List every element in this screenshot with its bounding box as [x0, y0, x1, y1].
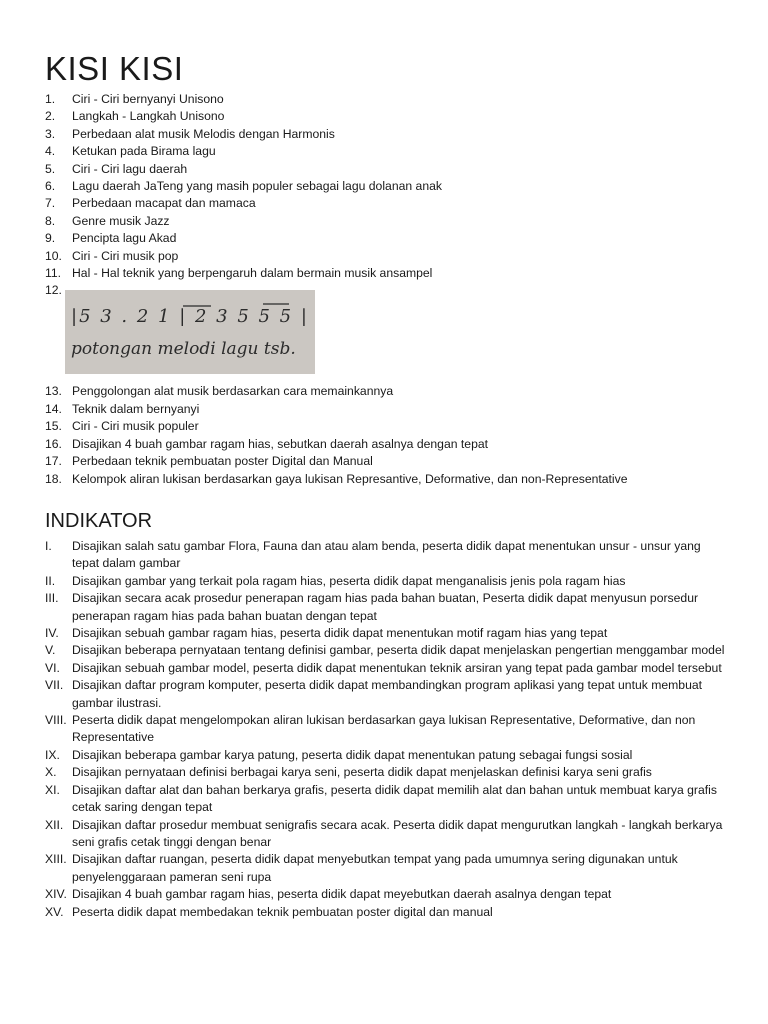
kisi-item: [0, 436, 728, 453]
indikator-item-text: Peserta didik dapat mengelompokan aliran lukisan berdasarkan gaya lukisan Representative, Deformative, dan non Representative: [72, 713, 696, 745]
kisi-item-number: 7.: [45, 196, 56, 211]
indikator-item-number: VII.: [45, 678, 64, 693]
indikator-item-text: Disajikan beberapa gambar karya patung, peserta didik dapat menentukan patung sebagai fungsi sosial: [72, 747, 633, 762]
kisi-item-text: Disajikan 4 buah gambar ragam hias, sebutkan daerah asalnya dengan tepat: [72, 436, 489, 451]
kisi-item: [0, 108, 728, 125]
kisi-item: [0, 178, 728, 195]
indikator-item-number: II.: [45, 573, 56, 588]
kisi-item-number: 1.: [45, 92, 56, 106]
indikator-item: [0, 782, 728, 817]
kisi-item-text: Penggolongan alat musik berdasarkan cara memainkannya: [72, 384, 394, 399]
kisi-item: [0, 418, 728, 435]
kisi-item-number: 10.: [45, 248, 62, 263]
kisi-item-text: Langkah - Langkah Unisono: [72, 109, 225, 124]
indikator-item-text: Disajikan sebuah gambar model, peserta didik dapat menentukan teknik arsiran yang tepat pada gambar model tersebut: [72, 660, 722, 675]
indikator-item-number: VI.: [45, 660, 60, 675]
kisi-item-number: 12.: [45, 283, 62, 298]
indikator-item-text: Disajikan daftar alat dan bahan berkarya grafis, peserta didik dapat memilih alat dan bahan untuk membuat karya grafis cetak saring dengan tepat: [72, 782, 717, 815]
kisi-item-number: 9.: [45, 231, 56, 246]
kisi-item-text: Perbedaan alat musik Melodis dengan Harmonis: [72, 126, 335, 141]
kisi-item-text: Perbedaan teknik pembuatan poster Digital dan Manual: [72, 454, 373, 469]
kisi-item-text: Ciri - Ciri lagu daerah: [72, 161, 188, 176]
kisi-item-number: 17.: [45, 454, 62, 469]
kisi-item-text: Pencipta lagu Akad: [72, 231, 177, 246]
indikator-item: [0, 764, 728, 781]
kisi-item: [0, 143, 728, 160]
kisi-item-text: Ciri - Ciri musik populer: [72, 419, 199, 434]
kisi-item-text: Perbedaan macapat dan mamaca: [72, 196, 256, 211]
indikator-item-text: Peserta didik dapat membedakan teknik pembuatan poster digital dan manual: [72, 904, 493, 919]
indikator-item-text: Disajikan 4 buah gambar ragam hias, peserta didik dapat meyebutkan daerah asalnya dengan tepat: [72, 887, 612, 902]
kisi-item-text: Genre musik Jazz: [72, 213, 170, 228]
indikator-item: [0, 590, 728, 625]
kisi-item-text: Teknik dalam bernyanyi: [72, 401, 200, 416]
kisi-item: [0, 453, 728, 470]
indikator-item: [0, 817, 728, 852]
indikator-item: [0, 712, 728, 747]
indikator-heading: INDIKATOR: [45, 510, 153, 532]
indikator-item: [0, 677, 728, 712]
indikator-item-number: XI.: [45, 782, 60, 797]
indikator-item-number: X.: [45, 765, 57, 780]
indikator-item-text: Disajikan pernyataan definisi berbagai karya seni, peserta didik dapat menjelaskan definisi karya seni grafis: [72, 765, 652, 780]
kisi-item: [0, 383, 728, 400]
kisi-item-number: 13.: [45, 384, 62, 399]
indikator-item: [0, 851, 728, 886]
kisi-item: [0, 91, 728, 108]
indikator-item-text: Disajikan daftar prosedur membuat senigrafis secara acak. Peserta didik dapat mengurutkan langkah - langkah berkarya seni grafis cetak tinggi dengan benar: [72, 817, 723, 849]
handwritten-caption: potongan melodi lagu tsb.: [71, 339, 296, 360]
kisi-item: [0, 282, 728, 383]
indikator-item-text: Disajikan beberapa pernyataan tentang definisi gambar, peserta didik dapat menjelaskan pengertian menggambar model: [72, 643, 725, 658]
indikator-item-text: Disajikan sebuah gambar ragam hias, peserta didik dapat menentukan motif ragam hias yang tepat: [72, 626, 608, 641]
indikator-item-number: V.: [45, 643, 56, 658]
indikator-item: [0, 886, 728, 903]
kisi-item-number: 14.: [45, 401, 62, 416]
kisi-item-text: Lagu daerah JaTeng yang masih populer sebagai lagu dolanan anak: [72, 179, 442, 194]
kisi-item-number: 18.: [45, 471, 62, 486]
kisi-item: [0, 248, 728, 265]
kisi-item: [0, 471, 728, 488]
kisi-item: [0, 265, 728, 282]
kisi-item-text: Ciri - Ciri bernyanyi Unisono: [72, 92, 224, 106]
kisi-item-text: Ciri - Ciri musik pop: [72, 248, 179, 263]
indikator-item-number: XV.: [45, 904, 64, 919]
indikator-item: [0, 625, 728, 642]
kisi-item: [0, 126, 728, 143]
kisi-item-number: 6.: [45, 179, 56, 194]
indikator-item-number: XII.: [45, 817, 64, 832]
indikator-item-text: Disajikan daftar ruangan, peserta didik dapat menyebutkan tempat yang pada umumnya sering digunakan untuk penyelenggaraan pameran seni rupa: [72, 852, 678, 884]
indikator-item: [0, 904, 728, 921]
kisi-item-number: 8.: [45, 213, 56, 228]
kisi-item-number: 4.: [45, 144, 56, 159]
indikator-item-text: Disajikan gambar yang terkait pola ragam hias, peserta didik dapat menganalisis jenis pola ragam hias: [72, 573, 626, 588]
kisi-item: [0, 161, 728, 178]
kisi-item-text: Hal - Hal teknik yang berpengaruh dalam bermain musik ansampel: [72, 266, 433, 281]
kisi-item-number: 11.: [45, 266, 62, 281]
kisi-item-number: 16.: [45, 436, 62, 451]
kisi-list: [0, 91, 728, 488]
kisi-item-number: 3.: [45, 126, 56, 141]
indikator-item-number: III.: [45, 591, 59, 606]
indikator-list: [0, 538, 728, 921]
indikator-item: [0, 660, 728, 677]
indikator-item: [0, 573, 728, 590]
kisi-item: [0, 213, 728, 230]
indikator-item-number: XIII.: [45, 852, 67, 867]
kisi-item-number: 15.: [45, 419, 62, 434]
kisi-item-text: Kelompok aliran lukisan berdasarkan gaya lukisan Represantive, Deformative, dan non-Representative: [72, 471, 628, 486]
indikator-item-number: XIV.: [45, 887, 67, 902]
kisi-item-text: Ketukan pada Birama lagu: [72, 144, 216, 159]
kisi-item: [0, 230, 728, 247]
indikator-item-number: VIII.: [45, 713, 67, 728]
kisi-item-number: 5.: [45, 161, 56, 176]
indikator-item-number: IX.: [45, 747, 60, 762]
indikator-item-text: Disajikan daftar program komputer, peserta didik dapat membandingkan program aplikasi yang tepat untuk membuat gambar ilustrasi.: [72, 678, 703, 710]
indikator-item-number: I.: [45, 539, 52, 553]
indikator-item-number: IV.: [45, 626, 59, 641]
indikator-item: [0, 642, 728, 659]
kisi-item-number: 2.: [45, 109, 56, 124]
handwritten-notation: |5 3 . 2 1 | 2 3 5 5 5 |: [71, 306, 309, 328]
kisi-item: [0, 195, 728, 212]
handwritten-melody-image: [65, 290, 315, 374]
indikator-item: [0, 538, 728, 573]
kisi-item: [0, 401, 728, 418]
indikator-item-text: Disajikan salah satu gambar Flora, Fauna dan atau alam benda, peserta didik dapat menentukan unsur - unsur yang tepat dalam gambar: [72, 539, 701, 571]
indikator-item: [0, 747, 728, 764]
indikator-item-text: Disajikan secara acak prosedur penerapan ragam hias pada bahan buatan, Peserta didik dapat menyusun porsedur penerapan ragam hias pada bahan buatan dengan tepat: [72, 591, 699, 623]
page-title: KISI KISI: [45, 50, 184, 87]
